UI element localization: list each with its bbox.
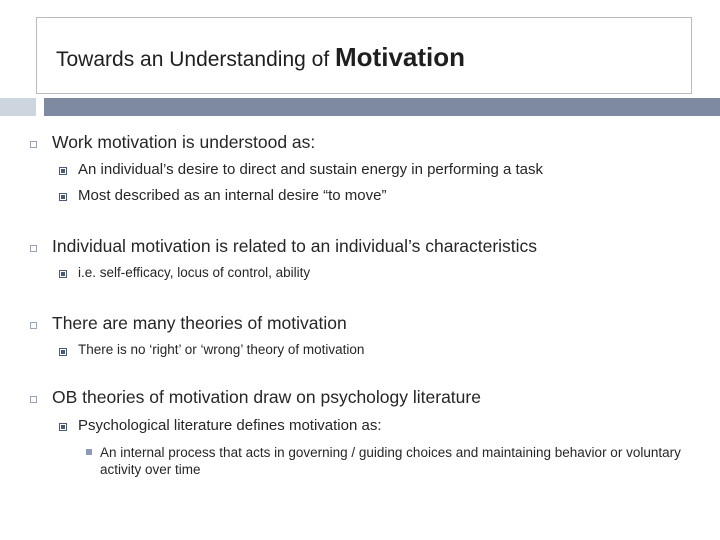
square-bullet-icon — [30, 396, 37, 403]
bullet-1: Work motivation is understood as: — [52, 132, 316, 152]
square-bullet-icon — [30, 245, 37, 252]
small-square-bullet-icon — [86, 449, 92, 455]
title-emphasis: Motivation — [335, 42, 466, 72]
bullet-2: Individual motivation is related to an individual’s characteristics — [52, 236, 538, 256]
filled-square-bullet-icon — [59, 167, 67, 175]
bullet-3-sub-1: There is no ‘right’ or ‘wrong’ theory of motivation — [78, 342, 365, 357]
title-prefix: Towards an Understanding of — [56, 48, 330, 71]
filled-square-bullet-icon — [59, 270, 67, 278]
filled-square-bullet-icon — [59, 193, 67, 201]
filled-square-bullet-icon — [59, 348, 67, 356]
bullet-1-sub-1: An individual’s desire to direct and sustain energy in performing a task — [78, 161, 543, 178]
bullet-4-sub-1-sub-1: An internal process that acts in governing / guiding choices and maintaining behavior or voluntary activity over time — [100, 445, 681, 477]
square-bullet-icon — [30, 322, 37, 329]
bullet-4-sub-1: Psychological literature defines motivation as: — [78, 417, 382, 434]
square-bullet-icon — [30, 141, 37, 148]
bullet-2-sub-1: i.e. self-efficacy, locus of control, ability — [78, 265, 311, 280]
bullet-1-sub-2: Most described as an internal desire “to move” — [78, 187, 387, 204]
bullet-3: There are many theories of motivation — [52, 313, 347, 333]
bullet-4: OB theories of motivation draw on psychology literature — [52, 387, 481, 407]
filled-square-bullet-icon — [59, 423, 67, 431]
